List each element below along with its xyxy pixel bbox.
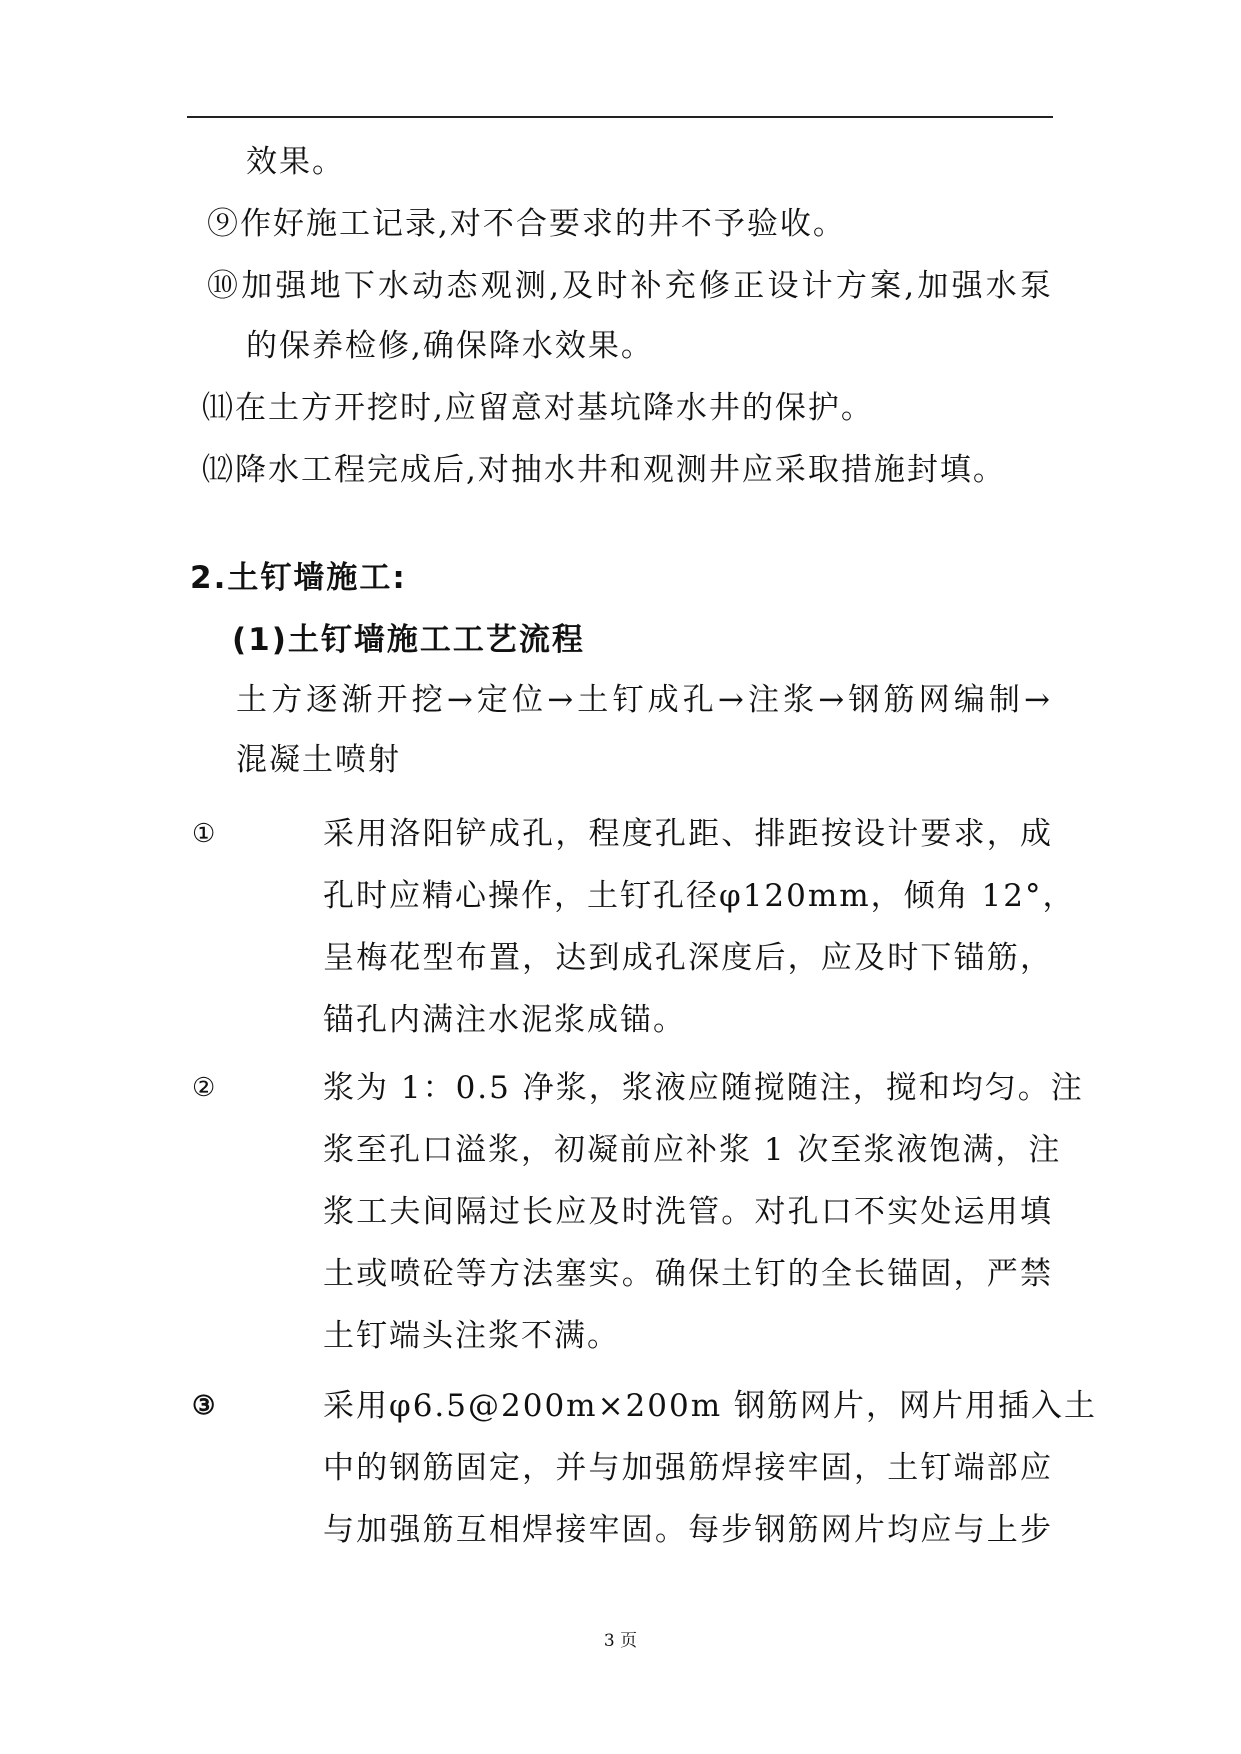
item-line: 土或喷砼等方法塞实。确保土钉的全长锚固，严禁 bbox=[323, 1256, 1053, 1292]
item-line: 呈梅花型布置，达到成孔深度后，应及时下锚筋， bbox=[323, 940, 1053, 976]
item-line: 孔时应精心操作，土钉孔径φ120mm，倾角 12°， bbox=[323, 878, 1076, 914]
item-line: 采用φ6.5@200m×200m 钢筋网片，网片用插入土 bbox=[323, 1388, 1097, 1424]
item-line: 浆工夫间隔过长应及时洗管。对孔口不实处运用填 bbox=[323, 1194, 1053, 1230]
section-subheading: (1)土钉墙施工工艺流程 bbox=[232, 622, 585, 658]
item-line: 采用洛阳铲成孔，程度孔距、排距按设计要求，成 bbox=[323, 816, 1053, 852]
page-number: 3 页 bbox=[603, 1631, 638, 1651]
item-line: 锚孔内满注水泥浆成锚。 bbox=[323, 1002, 686, 1038]
section-heading: 2.土钉墙施工: bbox=[190, 560, 407, 596]
text-line: ⑨作好施工记录,对不合要求的井不予验收。 bbox=[207, 206, 846, 242]
text-line: 的保养检修,确保降水效果。 bbox=[246, 328, 654, 364]
header-rule bbox=[187, 116, 1053, 118]
text-line: 效果。 bbox=[246, 144, 345, 180]
item-line: 中的钢筋固定，并与加强筋焊接牢固，土钉端部应 bbox=[323, 1450, 1053, 1486]
text-line: ⑾在土方开挖时,应留意对基坑降水井的保护。 bbox=[202, 390, 874, 426]
item-line: 浆为 1：0.5 净浆，浆液应随搅随注，搅和均匀。注 bbox=[323, 1070, 1084, 1106]
process-flow-line: 土方逐渐开挖→定位→土钉成孔→注浆→钢筋网编制→ bbox=[236, 682, 1052, 718]
item-line: 浆至孔口溢浆，初凝前应补浆 1 次至浆液饱满，注 bbox=[323, 1132, 1062, 1168]
text-line: ⑿降水工程完成后,对抽水井和观测井应采取措施封填。 bbox=[202, 452, 1006, 488]
item-line: 与加强筋互相焊接牢固。每步钢筋网片均应与上步 bbox=[323, 1512, 1053, 1548]
item-marker-2: ② bbox=[192, 1073, 216, 1103]
item-marker-1: ① bbox=[192, 819, 216, 849]
process-flow-line: 混凝土喷射 bbox=[236, 742, 401, 778]
text-line: ⑩加强地下水动态观测,及时补充修正设计方案,加强水泵 bbox=[207, 268, 1053, 304]
item-marker-3: ③ bbox=[192, 1391, 216, 1421]
item-line: 土钉端头注浆不满。 bbox=[323, 1318, 620, 1354]
